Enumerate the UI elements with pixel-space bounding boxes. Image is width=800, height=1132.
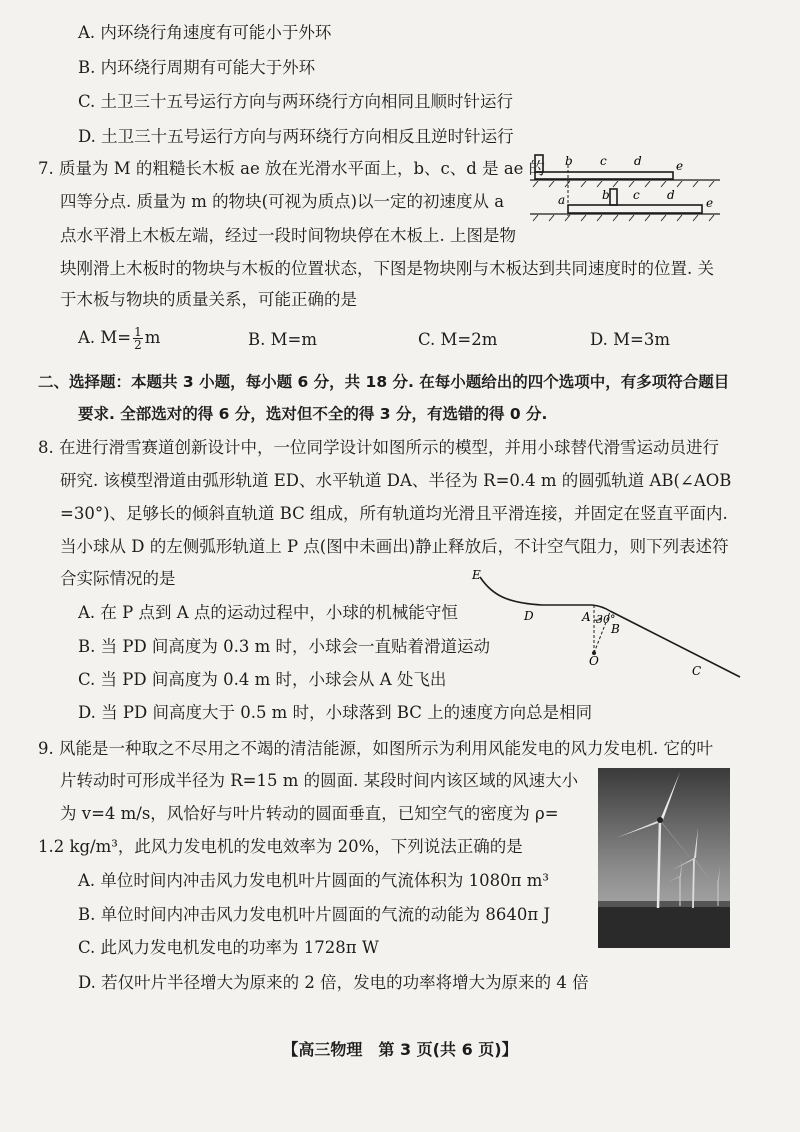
q9-option-a: A. 单位时间内冲击风力发电机叶片圆面的气流体积为 1080π m³ [78, 871, 549, 890]
q9-stem-line-3: 为 v=4 m/s，风恰好与叶片转动的圆面垂直，已知空气的密度为 ρ= [60, 804, 559, 823]
section2-instructions-line-2: 要求. 全部选对的得 6 分，选对但不全的得 3 分，有选错的得 0 分. [78, 405, 548, 423]
q9-stem-line-4: 1.2 kg/m³，此风力发电机的发电效率为 20%，下列说法正确的是 [38, 837, 523, 856]
section2-instructions-line-1: 二、选择题：本题共 3 小题，每小题 6 分，共 18 分. 在每小题给出的四个选项中，有多项符合题目 [38, 373, 730, 391]
q8-track-ed-da [480, 577, 592, 605]
q7-label-e-bottom: e [706, 196, 714, 210]
q8-stem-line-3: =30°)、足够长的倾斜直轨道 BC 组成，所有轨道均光滑且平滑连接，并固定在竖直平面内. [60, 504, 728, 523]
q8-option-c: C. 当 PD 间高度为 0.4 m 时，小球会从 A 处飞出 [78, 670, 447, 689]
q6-option-b: B. 内环绕行周期有可能大于外环 [78, 58, 316, 77]
q8-stem-line-1: 8. 在进行滑雪赛道创新设计中，一位同学设计如图所示的模型，并用小球替代滑雪运动员进行 [38, 438, 719, 457]
q7-label-b-top: b [565, 154, 573, 168]
q7-label-e-top: e [676, 159, 684, 173]
q7-option-d: D. M=3m [590, 330, 670, 349]
q8-option-b: B. 当 PD 间高度为 0.3 m 时，小球会一直贴着滑道运动 [78, 637, 491, 656]
q6-option-d: D. 土卫三十五号运行方向与两环绕行方向相反且逆时针运行 [78, 127, 514, 146]
q7-label-c-top: c [600, 154, 607, 168]
page-footer: 【高三物理 第 3 页(共 6 页)】 [282, 1040, 518, 1059]
q7-stem-line-3: 点水平滑上木板左端，经过一段时间物块停在木板上. 上图是物 [60, 226, 516, 245]
q7-board-top [535, 172, 673, 179]
q8-label-angle: 30° [596, 613, 616, 626]
q7-label-d-top: d [634, 154, 642, 168]
q7-board-figure [530, 150, 730, 230]
q8-stem-line-5: 合实际情况的是 [60, 569, 176, 588]
q8-label-b: B [611, 622, 620, 636]
q7-option-a-prefix: A. M= [78, 328, 132, 347]
q7-label-a-bottom: a [558, 193, 566, 207]
q9-wind-turbine-photo [598, 768, 730, 948]
q8-label-d: D [524, 609, 534, 623]
q7-fraction-numerator: 1 [134, 325, 142, 339]
q6-option-a: A. 内环绕行角速度有可能小于外环 [78, 23, 332, 42]
q7-label-d-bottom: d [667, 188, 675, 202]
q7-stem-line-4: 块刚滑上木板时的物块与木板的位置状态，下图是物块刚与木板达到共同速度时的位置. 关 [60, 259, 714, 278]
q9-stem-line-2: 片转动时可形成半径为 R=15 m 的圆面. 某段时间内该区域的风速大小 [60, 771, 579, 790]
q8-track-figure [462, 565, 752, 685]
q7-option-c: C. M=2m [418, 330, 498, 349]
q8-track-arc-ab [592, 605, 610, 611]
q8-label-c: C [692, 664, 702, 678]
q7-label-b-bottom: b [602, 188, 610, 202]
q8-label-e: E [472, 568, 481, 582]
q7-block-bottom [610, 189, 617, 205]
q7-option-a [78, 326, 160, 351]
q7-fraction-denominator: 2 [134, 338, 142, 352]
q8-label-o: O [589, 654, 599, 668]
q7-stem-line-5: 于木板与物块的质量关系，可能正确的是 [60, 290, 357, 309]
q7-block-top [535, 155, 543, 172]
q8-option-d: D. 当 PD 间高度大于 0.5 m 时，小球落到 BC 上的速度方向总是相同 [78, 703, 593, 722]
q7-label-c-bottom: c [633, 188, 640, 202]
q9-option-b: B. 单位时间内冲击风力发电机叶片圆面的气流的动能为 8640π J [78, 905, 551, 924]
q8-stem-line-4: 当小球从 D 的左侧弧形轨道上 P 点(图中未画出)静止释放后，不计空气阻力，则下列表述符 [60, 537, 729, 556]
q7-stem-line-1: 7. 质量为 M 的粗糙长木板 ae 放在光滑水平面上，b、c、d 是 ae 的 [38, 159, 546, 178]
q9-stem-line-1: 9. 风能是一种取之不尽用之不竭的清洁能源，如图所示为利用风能发电的风力发电机. 它的叶 [38, 739, 713, 758]
q7-stem-line-2: 四等分点. 质量为 m 的物块(可视为质点)以一定的初速度从 a [60, 192, 505, 211]
q9-option-c: C. 此风力发电机发电的功率为 1728π W [78, 938, 379, 957]
q8-option-a: A. 在 P 点到 A 点的运动过程中，小球的机械能守恒 [78, 603, 458, 622]
q7-option-b: B. M=m [248, 330, 317, 349]
q7-option-a-suffix: m [144, 328, 161, 347]
q8-label-a: A [582, 610, 591, 624]
q8-track-bc [610, 611, 740, 677]
q7-option-a-fraction [133, 326, 143, 351]
q7-board-bottom [568, 205, 702, 213]
q9-option-d: D. 若仅叶片半径增大为原来的 2 倍，发电的功率将增大为原来的 4 倍 [78, 973, 589, 992]
q6-option-c: C. 土卫三十五号运行方向与两环绕行方向相同且顺时针运行 [78, 92, 514, 111]
q8-stem-line-2: 研究. 该模型滑道由弧形轨道 ED、水平轨道 DA、半径为 R=0.4 m 的圆弧轨道 AB(∠AOB [60, 471, 732, 490]
